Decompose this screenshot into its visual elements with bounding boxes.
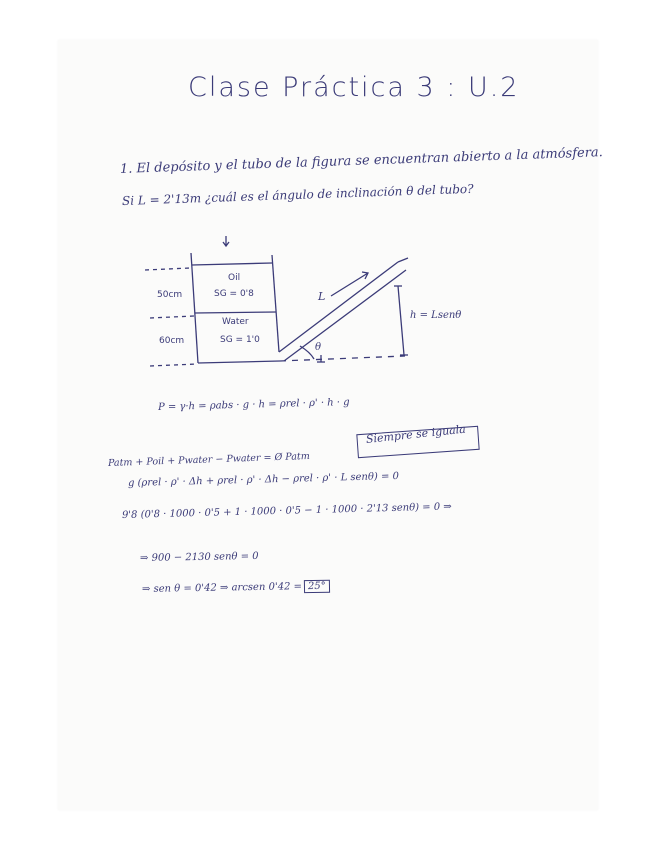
tube-length-label: L [318,290,326,303]
equation-general: g (ρrel · ρ' · Δh + ρrel · ρ' · Δh − ρrel · ρ' · L senθ) = 0 [127,470,400,489]
water-sg-label: SG = 1'0 [220,335,260,345]
question-line-1: 1. El depósito y el tubo de la figura se encuentran abierto a la atmósfera. [119,145,604,177]
tank-bottom [198,361,280,363]
height-expression: h = Lsenθ [410,310,462,321]
equation-balance: Patm + Poil + Pwater − Pwater = Ø Patm [107,450,310,469]
page-title: Clase Práctica 3 : U.2 [188,72,520,103]
height-marker [398,286,404,355]
equation-pressure: P = γ·h = ρabs · g · h = ρrel · ρ' · h · g [157,396,350,413]
question-line-2: Si L = 2'13m ¿cuál es el ángulo de inclinación θ del tubo? [121,181,474,208]
oil-water-interface [195,312,276,313]
note-text: Siempre se iguala [365,422,467,446]
water-height-label: 60cm [159,336,185,346]
tube-lower-wall [279,262,398,352]
angle-arc [300,346,314,359]
angle-label: θ [315,342,322,353]
tank-right-wall [272,255,279,352]
equation-simplified: ⇒ 900 − 2130 senθ = 0 [139,550,259,564]
equation-result-text: ⇒ sen θ = 0'42 ⇒ arcsen 0'42 = [141,581,303,595]
water-label: Water [222,317,249,327]
final-answer: 25° [304,580,330,593]
base-reference-line [280,356,405,361]
oil-sg-label: SG = 0'8 [214,289,254,299]
tank-left-wall [191,253,198,363]
oil-surface [192,263,272,265]
oil-height-label: 50cm [157,290,183,300]
oil-label: Oil [228,273,241,283]
equation-substituted: 9'8 (0'8 · 1000 · 0'5 + 1 · 1000 · 0'5 − 1 · 1000 · 2'13 senθ) = 0 ⇒ [121,501,452,521]
